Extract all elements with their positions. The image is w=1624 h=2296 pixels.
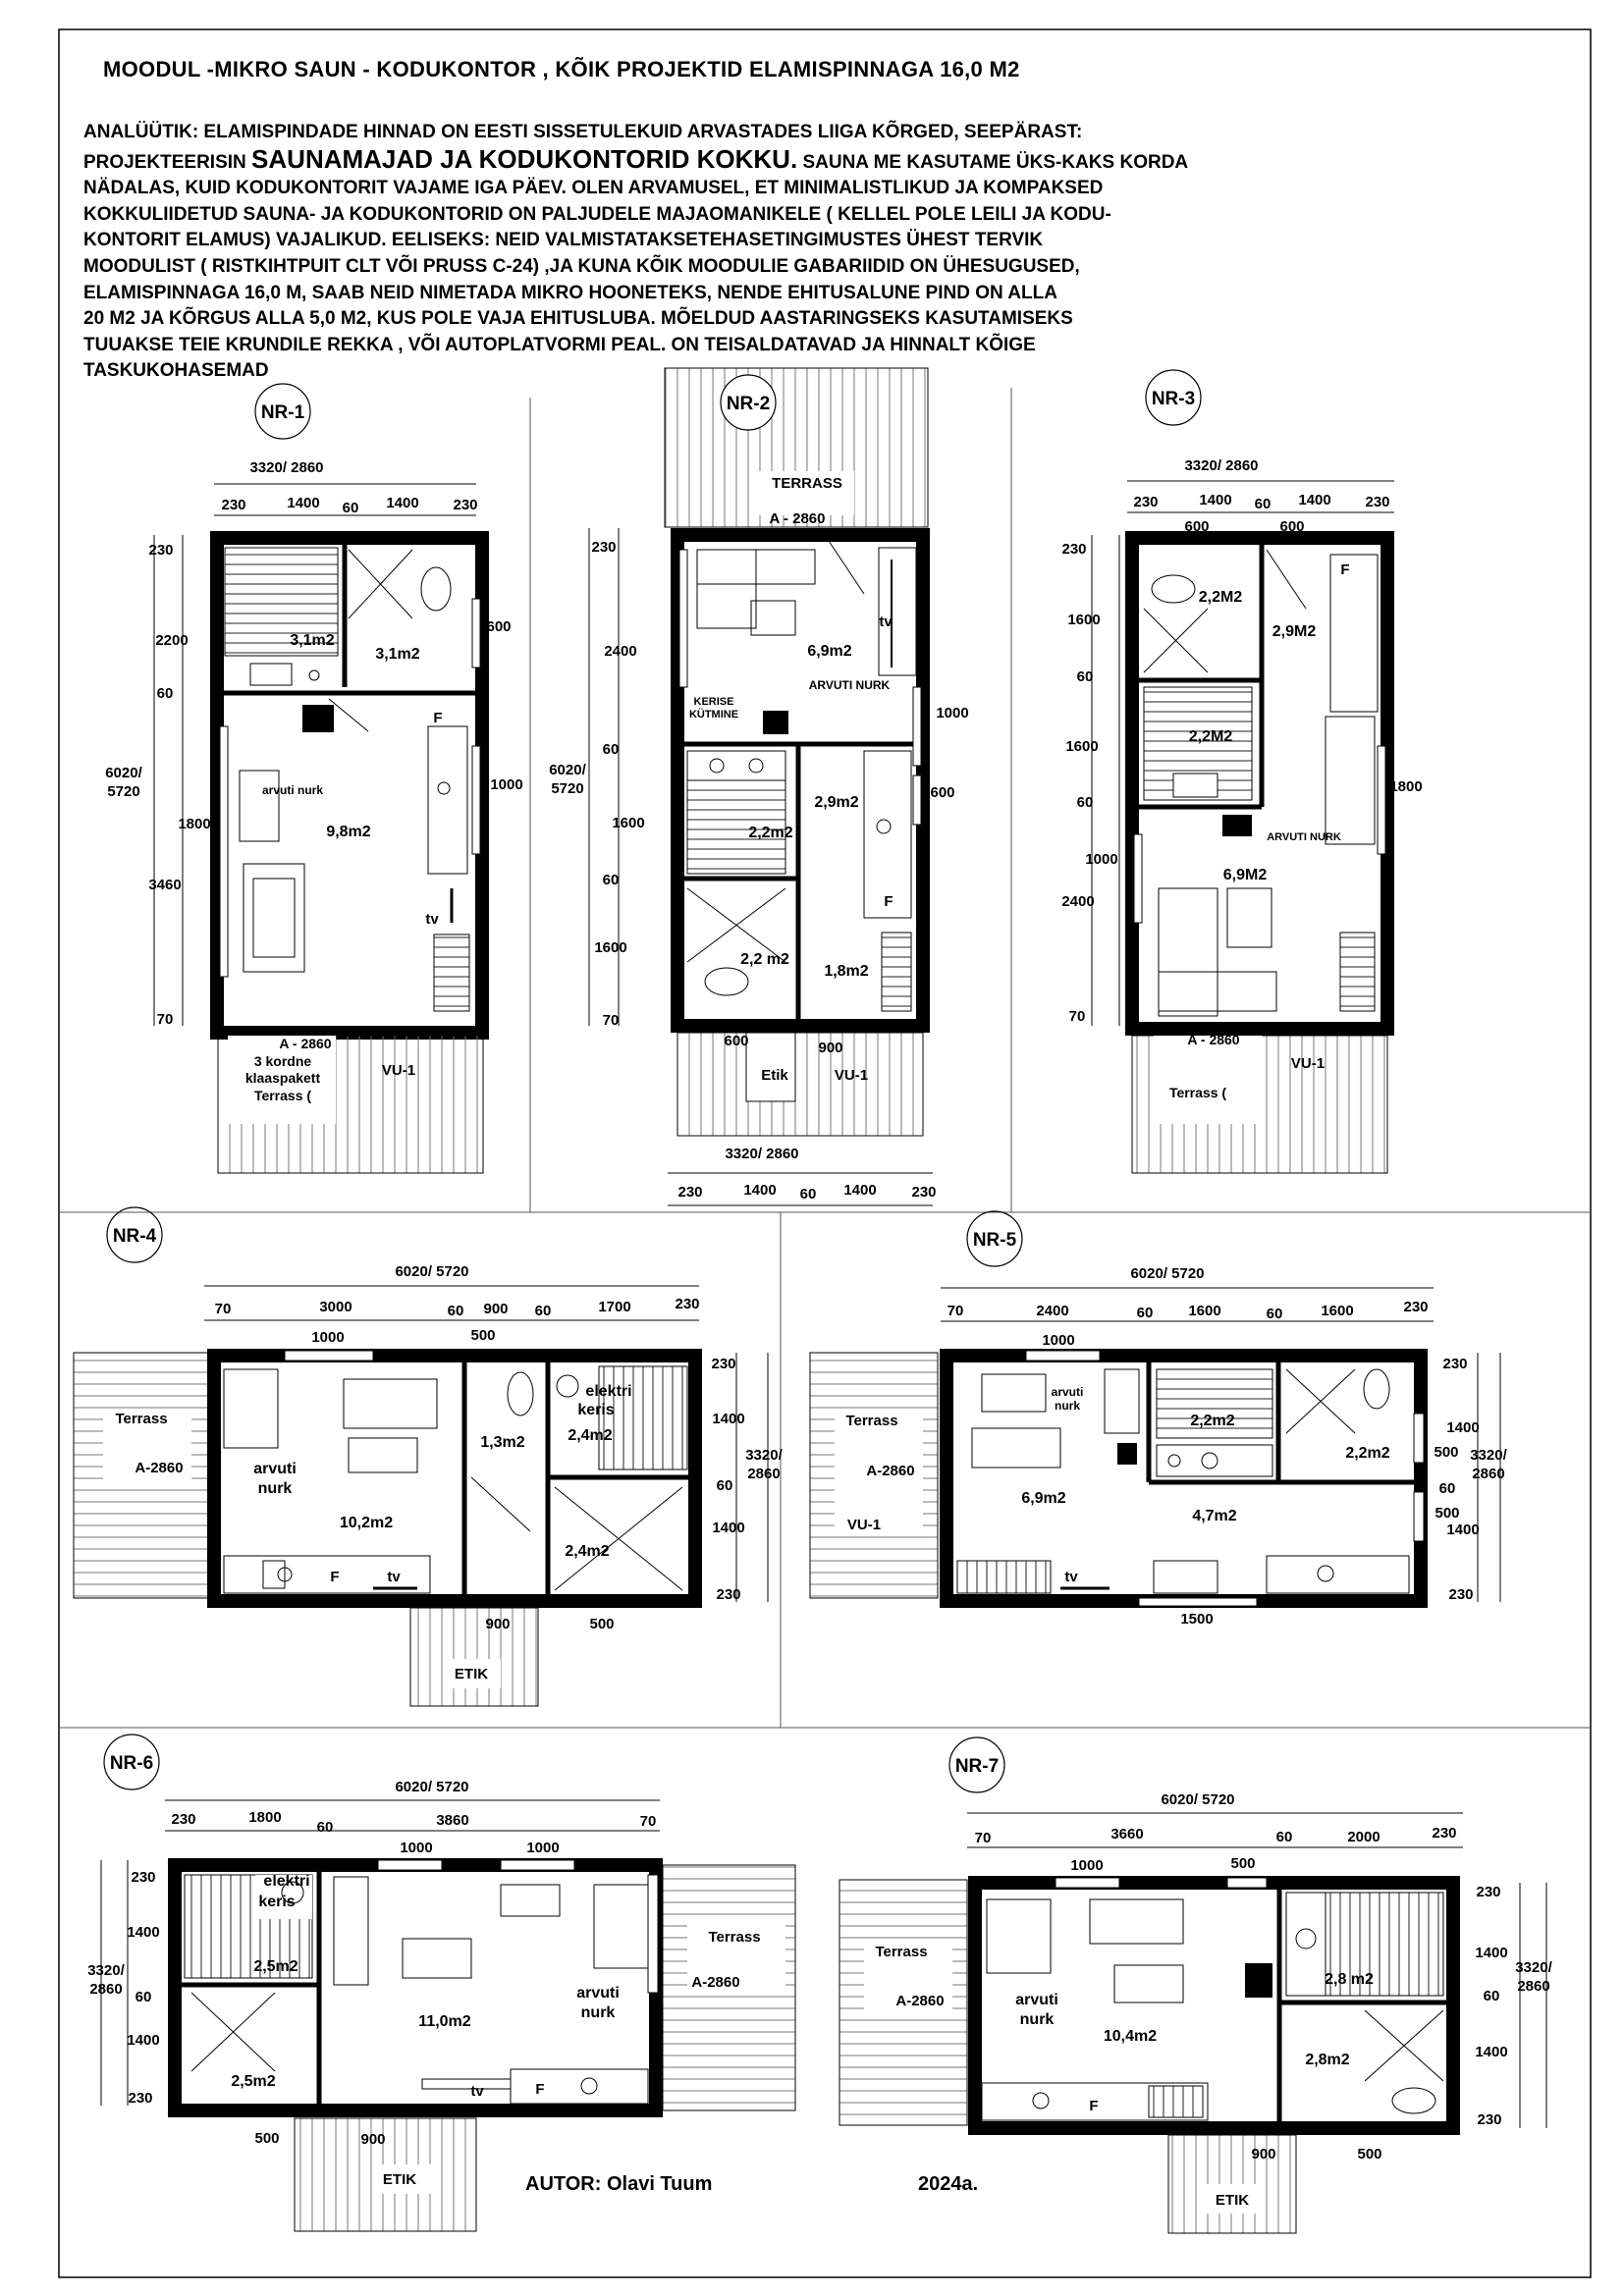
dim-top: 230 — [221, 497, 246, 513]
dim-left: 230 — [1061, 541, 1087, 558]
tv-label: tv — [387, 1569, 401, 1585]
dim-top: 60 — [447, 1303, 464, 1319]
vu-label: VU-1 — [834, 1067, 869, 1084]
dim-top: 2400 — [1036, 1303, 1069, 1319]
description-text: PROJEKTEERISIN — [83, 151, 252, 173]
dim-right: 230 — [1448, 1586, 1474, 1603]
plan-nr3 — [1061, 370, 1422, 1173]
toilet-icon — [421, 567, 451, 611]
dim-overall: 3320/ 2860 — [1184, 457, 1259, 474]
dim-top: 1600 — [1188, 1303, 1221, 1319]
room-area: 4,7m2 — [1192, 1508, 1237, 1524]
opening-dim: 1000 — [1042, 1332, 1075, 1349]
heater-icon — [302, 705, 334, 732]
opening-dim: 1800 — [1389, 778, 1423, 795]
dim-top: 70 — [214, 1301, 232, 1317]
dim-right: 60 — [1483, 1988, 1500, 2004]
dim-total: 3320/ — [1515, 1959, 1552, 1976]
room-area: 2,2 m2 — [740, 951, 789, 968]
description-line: 20 M2 JA KÕRGUS ALLA 5,0 M2, KUS POLE VAJA EHITUSLUBA. MÕELDUD AASTARINGSEKS KASUTAMISEKS — [83, 308, 1073, 330]
dim-left: 1600 — [1067, 612, 1101, 628]
kitchen-counter — [1267, 1556, 1409, 1593]
room-area: 2,4m2 — [568, 1427, 613, 1444]
section-label: A-2860 — [691, 1974, 740, 1991]
dim-total: 2860 — [1517, 1978, 1550, 1995]
kitchen-counter — [1330, 555, 1378, 712]
dim-total: 5720 — [551, 780, 584, 797]
dim-overall: 6020/ 5720 — [1161, 1791, 1235, 1808]
dim-top: 1400 — [1298, 492, 1331, 508]
terrace-label: Terrass — [875, 1944, 928, 1960]
room-area: 2,2m2 — [1190, 1413, 1235, 1429]
opening-dim: 500 — [589, 1616, 615, 1632]
plan-nr5 — [810, 1211, 1508, 1628]
plan-label: NR-5 — [972, 1230, 1017, 1251]
dim-top: 900 — [483, 1301, 509, 1317]
sofa-icon — [344, 1379, 437, 1428]
plan-label: NR-3 — [1151, 389, 1196, 409]
toilet-icon — [1392, 2088, 1435, 2113]
dim-top: 1600 — [1321, 1303, 1354, 1319]
table-icon — [751, 601, 795, 635]
opening-dim: 600 — [724, 1033, 749, 1049]
dim-overall: 3320/ 2860 — [249, 459, 324, 476]
room-area: 10,2m2 — [339, 1515, 394, 1531]
dim-top: 1400 — [1199, 492, 1232, 508]
dim-total: 2860 — [89, 1981, 123, 1998]
room-label: arvuti — [1015, 1992, 1058, 2008]
room-label: keris — [258, 1894, 296, 1910]
plan-label: NR-4 — [112, 1226, 157, 1247]
dim-top: 1700 — [598, 1299, 631, 1315]
etik-label: Etik — [761, 1067, 788, 1084]
room-label: KÜTMINE — [688, 709, 739, 721]
opening-dim: 500 — [1357, 2146, 1382, 2163]
note-label: klaaspakett — [244, 1070, 321, 1086]
description-line: ANALÜÜTIK: ELAMISPINDADE HINNAD ON EESTI SISSETULEKUID ARVASTADES LIIGA KÕRGED, SEEPÄRAST: — [83, 122, 1083, 142]
room-area: 2,2m2 — [1345, 1445, 1390, 1462]
dim-top: 70 — [947, 1303, 964, 1319]
room-label: keris — [577, 1402, 615, 1418]
dim-right: 1400 — [712, 1411, 745, 1427]
dim-top: 70 — [974, 1830, 992, 1846]
toilet-icon — [508, 1372, 533, 1415]
room-area: 2,9m2 — [814, 794, 859, 811]
description-line: TUUAKSE TEIE KRUNDILE REKKA , VÕI AUTOPLATVORMI PEAL. ON TEISALDATAVAD JA HINNALT KÕIGE — [83, 334, 1036, 355]
heater-icon — [763, 711, 788, 734]
dim-right: 60 — [1438, 1480, 1456, 1497]
dim-left: 60 — [135, 1989, 152, 2005]
room-area: 1,8m2 — [824, 963, 869, 980]
dim-top: 60 — [534, 1303, 552, 1319]
dim-left: 70 — [1068, 1008, 1086, 1025]
room-label: nurk — [257, 1480, 293, 1497]
note-label: 3 kordne — [253, 1053, 312, 1069]
room-label: elektri — [585, 1383, 632, 1400]
author-label: AUTOR: Olavi Tuum — [525, 2173, 713, 2195]
dim-right: 60 — [716, 1477, 733, 1494]
opening-dim: 900 — [818, 1040, 843, 1056]
etik-label: ETIK — [382, 2171, 417, 2188]
dim-total: 3320/ — [87, 1962, 125, 1979]
desk-icon — [240, 771, 279, 841]
opening-dim: 1000 — [490, 776, 523, 793]
room-area: 6,9m2 — [1021, 1490, 1066, 1507]
heater-icon — [1222, 815, 1252, 836]
dim-overall: 6020/ 5720 — [395, 1779, 469, 1795]
dim-left: 70 — [156, 1011, 174, 1028]
toilet-icon — [705, 968, 748, 995]
plan-nr1 — [105, 384, 522, 1173]
dim-bottom: 1400 — [843, 1182, 877, 1199]
dim-right: 1400 — [712, 1520, 745, 1536]
room-label: arvuti — [576, 1985, 620, 2002]
room-area: 10,4m2 — [1103, 2028, 1158, 2045]
room-area: 3,1m2 — [290, 632, 335, 649]
dim-bottom: 1400 — [743, 1182, 777, 1199]
description-text: SAUNA ME KASUTAME ÜKS-KAKS KORDA — [797, 151, 1189, 173]
description-line: MOODULIST ( RISTKIHTPUIT CLT VÕI PRUSS C-24) ,JA KUNA KÕIK MOODULIE GABARIIDID ON ÜHESUGUSED, — [83, 255, 1080, 277]
plan-nr6 — [87, 1735, 795, 2231]
dim-right: 1400 — [1475, 2044, 1508, 2060]
opening-dim: 900 — [1251, 2146, 1276, 2163]
dim-left: 70 — [602, 1012, 620, 1029]
dim-bottom: 230 — [677, 1184, 703, 1201]
year-label: 2024a. — [918, 2173, 979, 2195]
room-label: ARVUTI NURK — [808, 678, 891, 692]
plan-nr4 — [74, 1207, 784, 1706]
dim-top: 1400 — [287, 495, 320, 511]
plan-label: NR-1 — [260, 402, 305, 423]
terrace — [677, 1033, 923, 1136]
dim-top: 230 — [1365, 494, 1390, 510]
dim-total: 6020/ — [105, 765, 142, 781]
toilet-icon — [1364, 1369, 1389, 1409]
opening-dim: 900 — [360, 2131, 386, 2148]
dim-left: 60 — [602, 741, 620, 758]
room-area: 1,3m2 — [480, 1434, 525, 1451]
opening-dim: 1000 — [1070, 1857, 1104, 1874]
room-area: 6,9m2 — [807, 643, 852, 660]
dim-top: 230 — [1403, 1299, 1429, 1315]
dim-total: 2860 — [1472, 1466, 1505, 1482]
kitchen-counter — [511, 2069, 648, 2104]
opening-dim: 500 — [1230, 1855, 1256, 1872]
room-area: 6,9M2 — [1222, 867, 1268, 883]
dim-left: 230 — [148, 542, 174, 559]
dim-overall: 6020/ 5720 — [395, 1263, 469, 1280]
kitchen-counter — [879, 548, 916, 675]
room-label: KERISE — [693, 696, 734, 708]
room-area: 2,5m2 — [253, 1958, 298, 1975]
fridge-label: F — [1340, 561, 1350, 578]
terrace-label: Terrass ( — [253, 1088, 312, 1103]
room-area: 2,5m2 — [231, 2073, 276, 2090]
sofa-icon — [403, 1939, 471, 1978]
sofa-icon — [1159, 888, 1218, 1016]
dim-left: 1800 — [178, 816, 211, 832]
dim-left: 60 — [602, 872, 620, 888]
dim-overall: 3320/ 2860 — [725, 1146, 799, 1162]
section-label: A - 2860 — [769, 510, 826, 527]
dim-overall: 6020/ 5720 — [1130, 1265, 1205, 1282]
opening-dim: 500 — [1435, 1505, 1460, 1522]
dim-left: 60 — [1076, 794, 1094, 811]
plan-nr2 — [549, 368, 968, 1205]
dim-total: 2860 — [747, 1466, 781, 1482]
room-label: nurk — [580, 2004, 616, 2021]
toilet-icon — [1152, 575, 1195, 603]
dim-top: 60 — [316, 1819, 334, 1836]
table-icon — [972, 1428, 1060, 1468]
description-line — [83, 143, 1458, 177]
room-area: 11,0m2 — [418, 2013, 471, 2030]
kitchen-counter — [957, 1561, 1051, 1593]
page-title: MOODUL -MIKRO SAUN - KODUKONTOR , KÕIK PROJEKTID ELAMISPINNAGA 16,0 M2 — [103, 57, 1020, 81]
table-icon — [1154, 1561, 1218, 1593]
room-label: arvuti nurk — [261, 783, 324, 797]
dim-left: 2400 — [1061, 893, 1095, 910]
dim-top: 230 — [1133, 494, 1159, 510]
dim-top: 70 — [639, 1813, 657, 1830]
opening-dim: 600 — [486, 618, 512, 635]
vu-label: VU-1 — [846, 1517, 882, 1533]
desk-icon — [334, 1877, 368, 1985]
room-area: 2,8 m2 — [1325, 1971, 1374, 1988]
stove-icon — [250, 664, 292, 685]
dim-left: 60 — [1076, 668, 1094, 685]
terrace-label: Terrass ( — [1168, 1085, 1227, 1100]
fridge-label: F — [433, 710, 443, 726]
dim-left: 1400 — [127, 1924, 160, 1941]
kitchen-counter — [428, 726, 467, 874]
room-label: nurk — [1019, 2011, 1055, 2028]
room-area: 2,2m2 — [748, 825, 793, 841]
room-area: 2,9M2 — [1272, 623, 1317, 640]
dim-right: 1400 — [1446, 1522, 1480, 1538]
section-label: A-2860 — [135, 1460, 184, 1476]
opening-dim: 1000 — [400, 1840, 433, 1856]
opening-dim: 1500 — [1180, 1611, 1214, 1628]
opening-dim: 1000 — [936, 705, 969, 721]
desk-icon — [987, 1899, 1051, 1973]
etik-label: ETIK — [454, 1666, 489, 1682]
dim-right: 230 — [716, 1586, 741, 1603]
room-area: 9,8m2 — [326, 824, 371, 840]
table-icon — [1227, 888, 1272, 947]
fridge-label: F — [884, 893, 893, 910]
dim-top: 600 — [1279, 518, 1305, 535]
fridge-label: F — [1089, 2098, 1099, 2114]
tv-label: tv — [879, 614, 893, 630]
room-label: ARVUTI NURK — [1267, 831, 1341, 843]
tv-label: tv — [425, 911, 439, 928]
dim-left: 230 — [131, 1869, 156, 1886]
dim-total: 5720 — [107, 783, 140, 800]
description-line: KOKKULIIDETUD SAUNA- JA KODUKONTORID ON PALJUDELE MAJAOMANIKELE ( KELLEL POLE LEILI JA KODU- — [83, 203, 1111, 225]
section-label: A-2860 — [866, 1463, 915, 1479]
description — [83, 120, 1458, 385]
description-line: ELAMISPINNAGA 16,0 M, SAAB NEID NIMETADA MIKRO HOONETEKS, NENDE EHITUSALUNE PIND ON ALLA — [83, 282, 1057, 303]
terrace-label: Terrass — [115, 1411, 168, 1427]
dim-left: 2200 — [155, 632, 189, 649]
plan-label: NR-7 — [954, 1756, 1000, 1777]
room-area: 2,4m2 — [565, 1543, 610, 1560]
plan-label: NR-2 — [726, 394, 771, 414]
dim-top: 230 — [675, 1296, 700, 1312]
dim-top: 60 — [1254, 496, 1272, 512]
fridge-label: F — [330, 1569, 340, 1585]
porch — [410, 1608, 538, 1706]
dim-right: 1400 — [1475, 1945, 1508, 1961]
dim-right: 230 — [1476, 1884, 1501, 1900]
opening-dim: 600 — [930, 784, 955, 801]
sofa-icon — [982, 1374, 1046, 1412]
sofa-icon — [1090, 1899, 1183, 1944]
dim-left: 1600 — [612, 815, 645, 831]
dim-right: 230 — [711, 1356, 736, 1372]
dim-right: 230 — [1477, 2111, 1502, 2128]
room-label: elektri — [263, 1873, 310, 1890]
dim-top: 3660 — [1110, 1826, 1144, 1842]
table-icon — [1114, 1965, 1183, 2002]
room-label: nurk — [1054, 1399, 1081, 1413]
description-line: TASKUKOHASEMAD — [83, 360, 269, 382]
dim-left: 1600 — [594, 939, 627, 956]
sofa-icon — [244, 864, 304, 972]
dim-left: 230 — [128, 2090, 153, 2107]
terrace-label: Terrass — [845, 1413, 898, 1429]
dim-top: 60 — [1266, 1306, 1283, 1322]
plan-nr7 — [839, 1737, 1553, 2233]
heater-icon — [1117, 1443, 1137, 1465]
description-line: NÄDALAS, KUID KODUKONTORIT VAJAME IGA PÄEV. OLEN ARVAMUSEL, ET MINIMALISTLIKUD JA KOMPAKSED — [83, 178, 1104, 199]
etik-label: ETIK — [1215, 2192, 1250, 2209]
room-area: 2,8m2 — [1305, 2052, 1350, 2068]
dim-top: 60 — [1275, 1829, 1293, 1845]
terrace-label: TERRASS — [772, 475, 842, 492]
section-label: A-2860 — [895, 1993, 945, 2009]
desk-icon — [1105, 1369, 1139, 1433]
tv-label: tv — [1064, 1569, 1078, 1585]
fridge-label: F — [535, 2081, 545, 2098]
dim-top: 1400 — [386, 495, 419, 511]
dim-top: 60 — [1136, 1305, 1154, 1321]
dim-left: 1000 — [1085, 851, 1118, 868]
dim-bottom: 230 — [911, 1184, 937, 1201]
dim-top: 3000 — [319, 1299, 352, 1315]
dim-left: 3460 — [148, 877, 182, 893]
room-area: 3,1m2 — [375, 646, 420, 663]
opening-dim: 500 — [254, 2130, 280, 2147]
opening-dim: 1000 — [526, 1840, 560, 1856]
room-label: arvuti — [1051, 1385, 1084, 1399]
dim-top: 60 — [342, 500, 359, 516]
table-icon — [501, 1885, 560, 1916]
dim-left: 2400 — [604, 643, 637, 660]
room-label: arvuti — [253, 1461, 297, 1477]
dim-total: 3320/ — [745, 1447, 783, 1464]
dim-top: 1800 — [248, 1809, 282, 1826]
room-area: 2,2M2 — [1188, 728, 1233, 745]
stove-icon — [557, 1375, 578, 1397]
dim-right: 1400 — [1446, 1419, 1480, 1436]
opening-dim: 1000 — [311, 1329, 345, 1346]
table-icon — [349, 1438, 417, 1472]
sofa-icon — [697, 550, 756, 628]
dim-left: 1400 — [127, 2032, 160, 2049]
opening-dim: 500 — [470, 1327, 496, 1344]
room-area: 2,2M2 — [1198, 589, 1243, 606]
dim-total: 3320/ — [1470, 1447, 1507, 1464]
dim-top: 600 — [1184, 518, 1210, 535]
dim-top: 3860 — [436, 1812, 469, 1829]
description-line: KONTORIT ELAMUS) VAJALIKUD. EELISEKS: NEID VALMISTATAKSETEHASETINGIMUSTES ÜHEST TERVIK — [83, 230, 1044, 251]
dim-bottom: 60 — [799, 1186, 817, 1202]
description-emphasis: SAUNAMAJAD JA KODUKONTORID KOKKU. — [251, 143, 798, 174]
dim-top: 230 — [1432, 1825, 1457, 1842]
section-label: A - 2860 — [279, 1036, 332, 1051]
dim-total: 6020/ — [549, 762, 586, 778]
plan-label: NR-6 — [109, 1753, 154, 1774]
heater-icon — [1245, 1963, 1272, 1998]
tv-label: tv — [470, 2083, 484, 2100]
dim-left: 230 — [591, 539, 617, 556]
dim-top: 230 — [171, 1811, 196, 1828]
dim-top: 2000 — [1347, 1829, 1380, 1845]
opening-dim: 500 — [1434, 1444, 1459, 1461]
opening-dim: 900 — [485, 1616, 511, 1632]
dim-top: 230 — [453, 497, 478, 513]
vu-label: VU-1 — [381, 1062, 416, 1079]
section-label: A - 2860 — [1187, 1032, 1240, 1047]
desk-icon — [224, 1369, 278, 1448]
dim-left: 1600 — [1065, 738, 1099, 755]
terrace-label: Terrass — [708, 1929, 761, 1946]
vu-label: VU-1 — [1290, 1055, 1326, 1072]
dim-left: 60 — [156, 685, 174, 702]
dim-right: 230 — [1442, 1356, 1468, 1372]
